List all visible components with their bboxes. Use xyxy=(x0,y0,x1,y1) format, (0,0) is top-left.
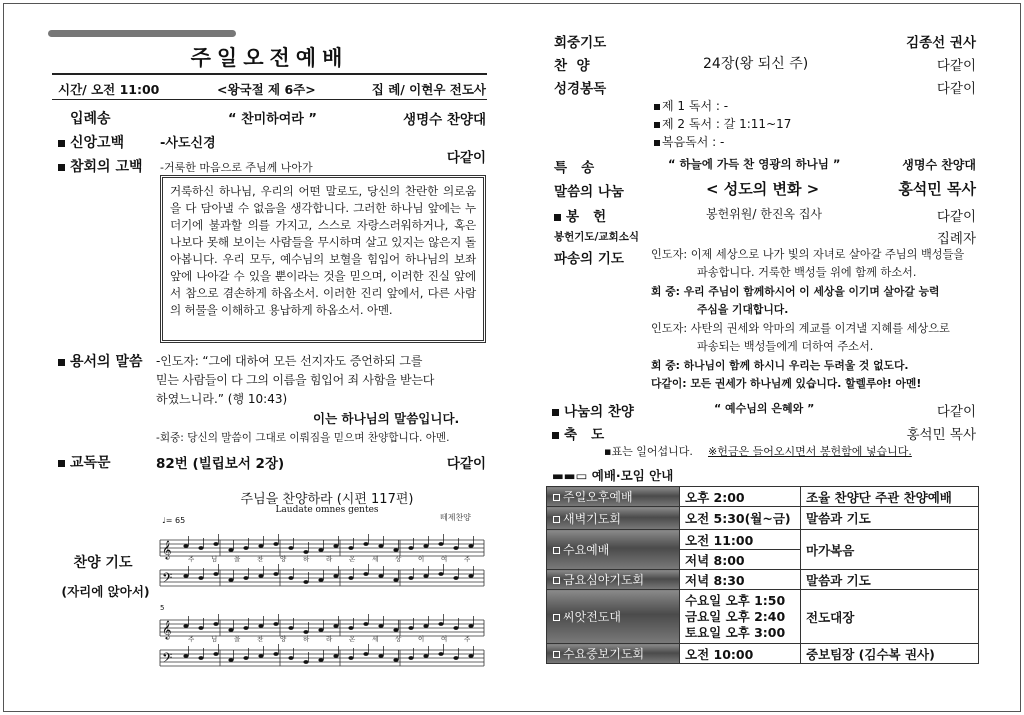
note-head xyxy=(333,624,338,628)
lyric-syllable: 이 xyxy=(418,635,425,643)
note-head xyxy=(333,544,338,548)
box-icon xyxy=(553,516,560,523)
sending-line-5: 인도자: 사탄의 권세와 악마의 계교를 이겨낼 지혜를 세상으로 xyxy=(651,322,950,335)
bullet-icon xyxy=(58,164,65,171)
note-head xyxy=(213,652,218,656)
benediction-heading xyxy=(552,423,604,443)
lyric-syllable: 찬 xyxy=(257,555,264,563)
schedule-name: 수요중보기도회 xyxy=(563,647,645,661)
note-head xyxy=(303,550,308,554)
lyric-syllable: 양 xyxy=(280,635,287,643)
note-head xyxy=(408,656,413,660)
note-head xyxy=(408,576,413,580)
hymn-measure-number: 5 xyxy=(160,604,165,612)
schedule-name: 씨앗전도대 xyxy=(563,610,621,624)
note-head xyxy=(288,576,293,580)
reading-2 xyxy=(654,115,791,132)
lyric-syllable: 여 xyxy=(441,635,448,643)
schedule-name-cell xyxy=(547,487,680,507)
sharing-hymn-title: “ 예수님의 은혜와 ” xyxy=(714,402,815,415)
offering-label: 봉 헌 xyxy=(566,209,607,225)
note-head xyxy=(258,624,263,628)
note-head xyxy=(378,574,383,578)
sending-line-6: 파송되는 백성들에게 더하여 주소서. xyxy=(697,340,874,353)
lyric-syllable: 님 xyxy=(211,555,218,563)
schedule-name: 수요예배 xyxy=(563,543,610,557)
note-head xyxy=(288,626,293,630)
note-head xyxy=(378,624,383,628)
congregational-prayer-label: 회중기도 xyxy=(554,35,607,51)
note-head xyxy=(408,626,413,630)
lyric-syllable: 라 xyxy=(326,635,333,643)
hymn-title: 주님을 찬양하라 (시편 117편) xyxy=(240,492,414,507)
schedule-time-line: 토요일 오후 3:00 xyxy=(685,624,786,640)
schedule-desc: 말씀과 기도 xyxy=(801,507,979,530)
box-icon xyxy=(553,577,560,584)
offering-ushers: 봉헌위원/ 한진옥 집사 xyxy=(706,207,823,221)
standing-note: ▪표는 일어섭니다. xyxy=(604,445,693,458)
praise-response: 다같이 xyxy=(936,58,976,74)
special-song-choir: 생명수 찬양대 xyxy=(902,158,976,172)
bullet-icon xyxy=(552,409,559,416)
scripture-response: 다같이 xyxy=(936,81,976,97)
schedule-time-line: 수요일 오후 1:50 xyxy=(685,592,786,608)
note-head xyxy=(393,628,398,632)
confession-subtitle: -거룩한 마음으로 주님께 나아가 xyxy=(160,161,313,174)
schedule-row xyxy=(547,507,979,530)
schedule-time: 오전 11:00 xyxy=(680,530,801,550)
schedule-time-line: 금요일 오후 2:40 xyxy=(685,608,786,624)
reading-1-text: 제 1 독서 : - xyxy=(662,99,729,113)
note-head xyxy=(243,626,248,630)
schedule-desc: 말씀과 기도 xyxy=(801,570,979,590)
note-head xyxy=(468,624,473,628)
introit-choir: 생명수 찬양대 xyxy=(403,112,486,128)
note-head xyxy=(198,626,203,630)
note-head xyxy=(228,658,233,662)
note-head xyxy=(213,542,218,546)
note-head xyxy=(213,622,218,626)
note-head xyxy=(303,580,308,584)
lyric-syllable: 상 xyxy=(395,635,402,643)
sharing-hymn-heading xyxy=(552,400,634,420)
hymn-latin-title: Laudate omnes gentes xyxy=(275,505,379,515)
schedule-time: 오전 5:30(월~금) xyxy=(680,507,801,530)
title-rule xyxy=(52,73,487,75)
note-head xyxy=(348,656,353,660)
pardon-line-3: 하였느니라.” (행 10:43) xyxy=(156,392,288,406)
lyric-syllable: 을 xyxy=(234,635,241,643)
lyric-syllable: 양 xyxy=(280,555,287,563)
schedule-name-cell xyxy=(547,570,680,590)
note-head xyxy=(318,628,323,632)
note-head xyxy=(318,548,323,552)
reading-response: 다같이 xyxy=(446,456,486,472)
schedule-row xyxy=(547,570,979,590)
sermon-preacher: 홍석민 목사 xyxy=(898,180,976,198)
church-season: <왕국절 제 6주> xyxy=(217,82,316,97)
note-head xyxy=(423,624,428,628)
lyric-syllable: 주 xyxy=(464,635,471,643)
schedule-name-cell xyxy=(547,507,680,530)
pardon-heading xyxy=(58,351,143,371)
note-head xyxy=(378,544,383,548)
note-head xyxy=(273,622,278,626)
note-head xyxy=(453,626,458,630)
introit-title: “ 찬미하여라 ” xyxy=(228,112,317,127)
top-decoration-bar xyxy=(48,30,236,37)
note-head xyxy=(228,578,233,582)
note-head xyxy=(423,654,428,658)
hymn-prayer-label: 찬양 기도 xyxy=(73,555,133,571)
note-head xyxy=(378,654,383,658)
note-head xyxy=(228,548,233,552)
note-head xyxy=(318,578,323,582)
note-head xyxy=(288,656,293,660)
schedule-time: 오후 2:00 xyxy=(680,487,801,507)
schedule-row xyxy=(547,530,979,550)
congregational-prayer-leader: 김종선 권사 xyxy=(906,35,976,51)
schedule-desc: 마가복음 xyxy=(801,530,979,570)
schedule-name: 금요심야기도회 xyxy=(563,573,645,587)
note-head xyxy=(363,542,368,546)
bullet-icon xyxy=(654,140,660,146)
note-head xyxy=(393,578,398,582)
lyric-syllable: 하 xyxy=(303,635,310,643)
box-icon xyxy=(553,547,560,554)
note-head xyxy=(468,654,473,658)
schedule-time: 저녁 8:00 xyxy=(680,550,801,570)
schedule-desc: 전도대장 xyxy=(801,590,979,644)
lyric-syllable: 상 xyxy=(395,555,402,563)
note-head xyxy=(198,656,203,660)
note-head xyxy=(258,544,263,548)
note-head xyxy=(213,572,218,576)
note-head xyxy=(273,652,278,656)
bullet-icon xyxy=(552,432,559,439)
note-head xyxy=(183,544,188,548)
schedule-name: 주일오후예배 xyxy=(563,490,633,504)
note-head xyxy=(198,576,203,580)
reading-3 xyxy=(654,133,724,150)
hymn-prayer-sub: (자리에 앉아서) xyxy=(61,584,150,599)
note-head xyxy=(438,572,443,576)
bullet-icon xyxy=(58,140,65,147)
lyric-syllable: 주 xyxy=(188,635,195,643)
lyric-syllable: 찬 xyxy=(257,635,264,643)
clef-icon: 𝄞 xyxy=(162,620,172,639)
praise-label: 찬 양 xyxy=(554,58,590,74)
bullet-icon xyxy=(58,460,65,467)
note-head xyxy=(408,546,413,550)
note-head xyxy=(423,544,428,548)
note-head xyxy=(303,660,308,664)
schedule-desc: 조율 찬양단 주관 찬양예배 xyxy=(801,487,979,507)
reading-heading xyxy=(58,452,111,472)
pardon-label: 용서의 말씀 xyxy=(70,354,143,370)
notice-leader: 집례자 xyxy=(936,231,976,247)
note-head xyxy=(258,574,263,578)
benediction-minister: 홍석민 목사 xyxy=(906,427,976,443)
box-icon xyxy=(553,494,560,501)
service-time: 시간/ 오전 11:00 xyxy=(58,82,160,97)
schedule-name: 새벽기도회 xyxy=(563,511,621,526)
note-head xyxy=(453,656,458,660)
note-head xyxy=(438,622,443,626)
note-head xyxy=(243,546,248,550)
note-head xyxy=(393,548,398,552)
creed-text: -사도신경 xyxy=(160,136,216,151)
schedule-table xyxy=(546,486,979,664)
reading-2-text: 제 2 독서 : 갈 1:11~17 xyxy=(662,117,792,131)
benediction-label: 축 도 xyxy=(564,427,605,443)
sermon-label: 말씀의 나눔 xyxy=(554,184,624,200)
schedule-name-cell xyxy=(547,530,680,570)
pardon-line-4: 이는 하나님의 말씀입니다. xyxy=(313,411,460,426)
note-head xyxy=(288,546,293,550)
note-head xyxy=(453,576,458,580)
reading-1 xyxy=(654,97,728,114)
sending-line-3: 회 중: 우리 주님이 함께하시어 이 세상을 이기며 살아갈 능력 xyxy=(651,285,940,298)
sending-line-7: 회 중: 하나님이 함께 하시니 우리는 두려울 것 없도다. xyxy=(651,359,909,372)
note-head xyxy=(303,630,308,634)
lyric-syllable: 세 xyxy=(372,555,379,563)
reading-label: 교독문 xyxy=(70,455,111,471)
note-head xyxy=(333,574,338,578)
note-head xyxy=(348,546,353,550)
note-head xyxy=(183,624,188,628)
creed-label: 신앙고백 xyxy=(70,135,125,151)
bullet-icon xyxy=(554,214,561,221)
note-head xyxy=(363,652,368,656)
note-head xyxy=(438,652,443,656)
schedule-title: ▬▬▭ 예배·모임 안내 xyxy=(552,468,674,483)
note-head xyxy=(228,628,233,632)
note-head xyxy=(243,576,248,580)
bullet-icon xyxy=(58,359,65,366)
pardon-line-2: 믿는 사람들이 다 그의 이름을 힘입어 죄 사함을 받는다 xyxy=(156,373,435,387)
confession-response: 다같이 xyxy=(446,150,486,166)
note-head xyxy=(393,658,398,662)
sending-line-2: 파송합니다. 거룩한 백성들 위에 함께 하소서. xyxy=(697,266,917,279)
lyric-syllable: 하 xyxy=(303,555,310,563)
lyric-syllable: 온 xyxy=(349,635,356,643)
lyric-syllable: 라 xyxy=(326,555,333,563)
offering-response: 다같이 xyxy=(936,209,976,225)
page-title: 주일오전예배 xyxy=(190,46,349,70)
note-head xyxy=(363,572,368,576)
box-icon xyxy=(553,651,560,658)
sharing-hymn-label: 나눔의 찬양 xyxy=(564,404,634,420)
note-head xyxy=(318,658,323,662)
clef-icon: 𝄢 xyxy=(162,570,173,589)
lyric-syllable: 여 xyxy=(441,555,448,563)
lyric-syllable: 온 xyxy=(349,555,356,563)
offering-heading xyxy=(554,205,606,225)
lyric-syllable: 이 xyxy=(418,555,425,563)
clef-icon: 𝄞 xyxy=(162,540,172,559)
note-head xyxy=(453,546,458,550)
sending-prayer-label: 파송의 기도 xyxy=(554,251,624,267)
schedule-time: 저녁 8:30 xyxy=(680,570,801,590)
sharing-hymn-response: 다같이 xyxy=(936,404,976,420)
lyric-syllable: 세 xyxy=(372,635,379,643)
hymn-composer: 떼제찬양 xyxy=(440,513,471,522)
lyric-syllable: 주 xyxy=(464,555,471,563)
note-head xyxy=(258,654,263,658)
sending-line-1: 인도자: 이제 세상으로 나가 빛의 자녀로 살아갈 주님의 백성들을 xyxy=(651,248,965,261)
note-head xyxy=(348,576,353,580)
reading-text: 82번 (빌립보서 2장) xyxy=(156,456,285,472)
note-head xyxy=(423,574,428,578)
note-head xyxy=(273,572,278,576)
note-head xyxy=(348,626,353,630)
offering-note: ※헌금은 들어오시면서 봉헌함에 넣습니다. xyxy=(708,445,912,458)
hymn-tempo: ♩= 65 xyxy=(162,516,186,525)
note-head xyxy=(183,654,188,658)
schedule-desc: 중보팀장 (김수복 권사) xyxy=(801,644,979,664)
confession-prayer-box: 거룩하신 하나님, 우리의 어떤 말로도, 당신의 찬란한 의로움을 다 담아낼 수 없음을 생각합니다. 그러한 하나님 앞에는 누더기에 불과할 의를 가지고, 스스로 자랑스러워하거나, 혹은 나보다 못해 보이는 사람들을 무시하며 살고 있지는 않은지 돌아봅니다. 우리 모두, 예수님의 보혈을 힘입어 하나님의 보좌 앞에 나아갈 수 있을 뿐이라는 것을 믿으며, 이러한 진실 앞에서 참으로 겸손하게 하옵소서. 이러한 진리 앞에서, 다른 사람의 허물을 이해하고 용납하게 하옵소서. 아멘. xyxy=(160,175,486,343)
sermon-title: < 성도의 변화 > xyxy=(706,180,820,198)
schedule-name-cell xyxy=(547,644,680,664)
schedule-time: 오전 10:00 xyxy=(680,644,801,664)
creed-heading xyxy=(58,132,124,152)
note-head xyxy=(438,542,443,546)
schedule-row xyxy=(547,487,979,507)
scripture-label: 성경봉독 xyxy=(554,81,607,97)
confession-label: 참회의 고백 xyxy=(70,159,143,175)
note-head xyxy=(183,574,188,578)
sending-line-8: 다같이: 모든 권세가 하나님께 있습니다. 할렐루야! 아멘! xyxy=(651,377,922,390)
lyric-syllable: 주 xyxy=(188,555,195,563)
lyric-syllable: 을 xyxy=(234,555,241,563)
header-rule xyxy=(52,99,487,100)
praise-hymn: 24장(왕 되신 주) xyxy=(703,56,809,72)
note-head xyxy=(243,656,248,660)
special-song-label: 특 송 xyxy=(554,160,595,176)
note-head xyxy=(363,622,368,626)
note-head xyxy=(333,654,338,658)
note-head xyxy=(468,544,473,548)
bullet-icon xyxy=(654,122,660,128)
notice-label: 봉헌기도/교회소식 xyxy=(554,231,639,243)
note-head xyxy=(273,542,278,546)
note-head xyxy=(198,546,203,550)
sending-line-4: 주심을 기대합니다. xyxy=(697,303,789,316)
special-song-title: “ 하늘에 가득 찬 영광의 하나님 ” xyxy=(668,157,841,171)
clef-icon: 𝄢 xyxy=(162,650,173,669)
schedule-row xyxy=(547,590,979,644)
presider: 집 례/ 이현우 전도사 xyxy=(371,82,486,97)
pardon-line-1: -인도자: “그에 대하여 모든 선지자도 증언하되 그를 xyxy=(156,354,423,368)
schedule-row xyxy=(547,644,979,664)
schedule-time xyxy=(680,590,801,644)
bullet-icon xyxy=(654,104,660,110)
reading-3-text: 복음독서 : - xyxy=(662,135,725,149)
confession-heading xyxy=(58,156,143,176)
note-head xyxy=(468,574,473,578)
box-icon xyxy=(553,614,560,621)
hymn-score xyxy=(158,528,486,698)
lyric-syllable: 님 xyxy=(211,635,218,643)
schedule-name-cell xyxy=(547,590,680,644)
pardon-congregation: -회중: 당신의 말씀이 그대로 이뤄짐을 믿으며 찬양합니다. 아멘. xyxy=(156,432,450,444)
introit-label: 입례송 xyxy=(70,111,111,127)
